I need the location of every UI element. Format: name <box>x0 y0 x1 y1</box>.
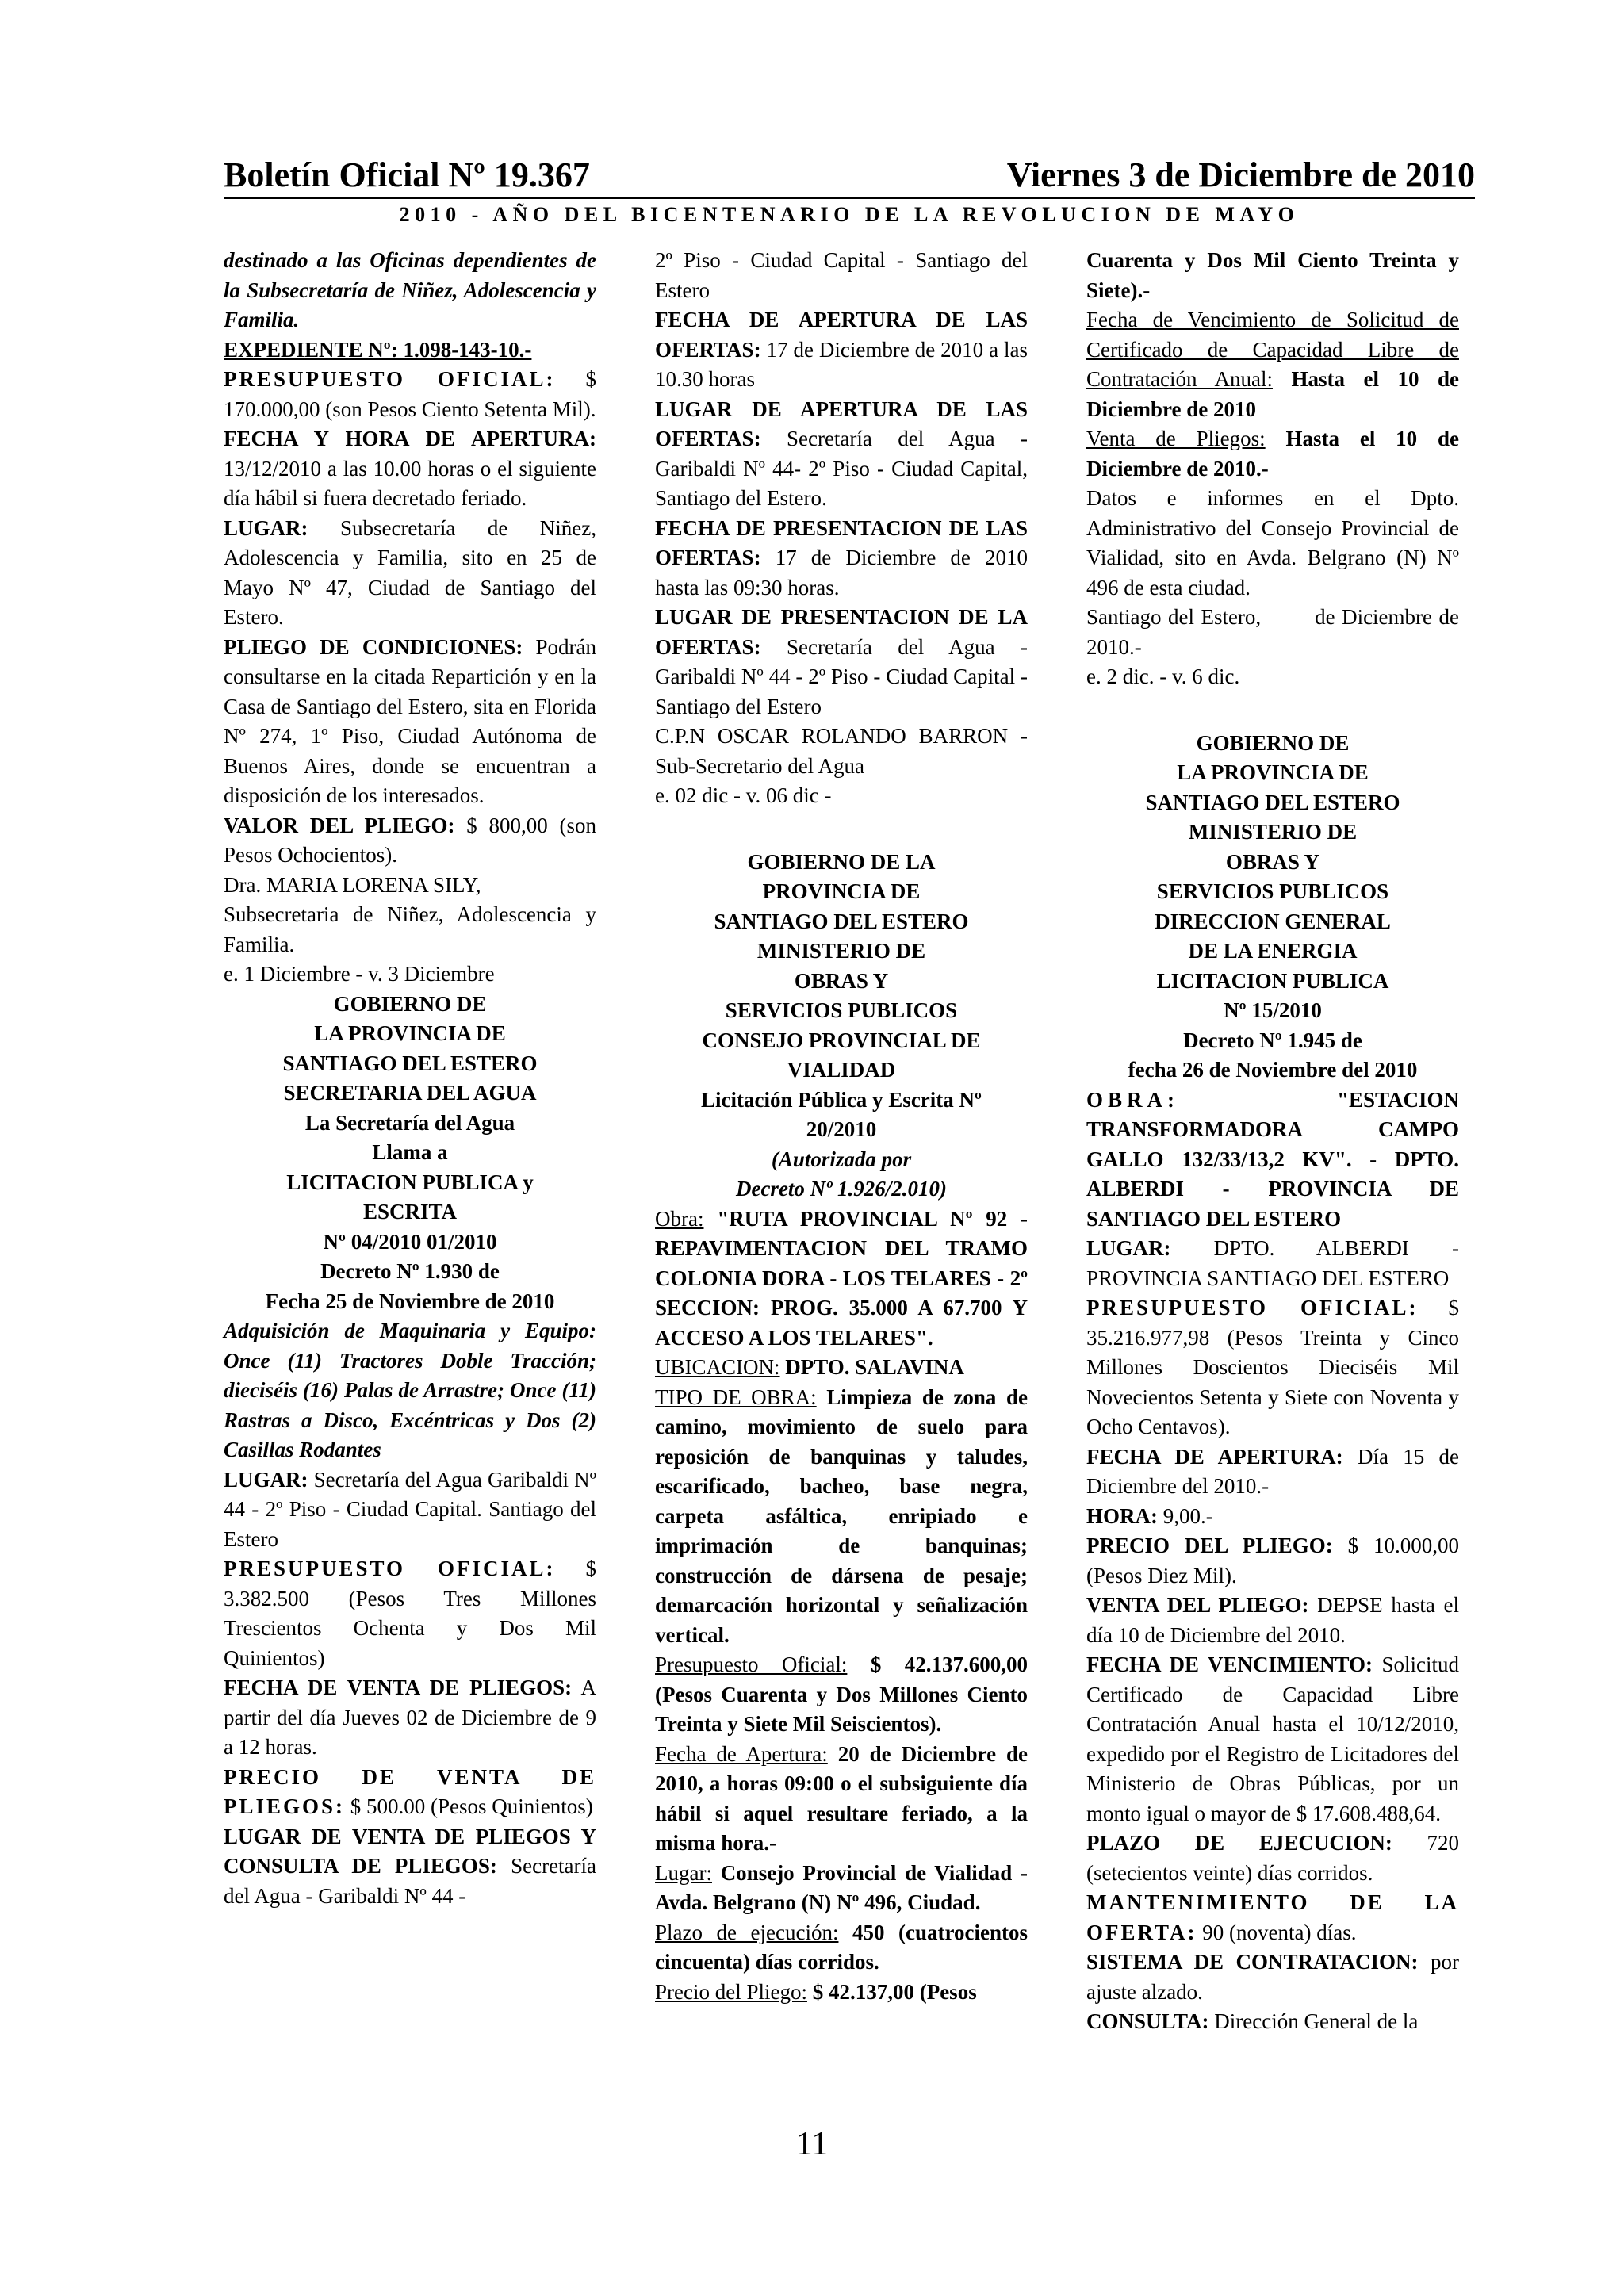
paragraph: Fecha de Vencimiento de Solicitud de Certificado de Capacidad Libre de Contratación Anual: Hasta el 10 de Diciembre de 2010 <box>1086 308 1459 421</box>
paragraph: PRECIO DEL PLIEGO: $ 10.000,00 (Pesos Diez Mil). <box>1086 1534 1460 1587</box>
paragraph: FECHA Y HORA DE APERTURA: 13/12/2010 a las 10.00 horas o el siguiente día hábil si fuera decretado feriado. <box>224 427 596 510</box>
bulletin-number: Boletín Oficial Nº 19.367 <box>224 155 590 194</box>
paragraph: TIPO DE OBRA: Limpieza de zona de camino, movimiento de suelo para reposición de banquinas y taludes, escarificado, bacheo, base negra, carpeta asfáltica, enripiado e imprimación de banquinas; construcción de dársena de pesaje; demarcación horizontal y señalización vertical. <box>655 1384 1028 1647</box>
paragraph: HORA: 9,00.- <box>1086 1503 1213 1528</box>
paragraph: LUGAR DE APERTURA DE LAS OFERTAS: Secretaría del Agua - Garibaldi Nº 44- 2º Piso - Ciudad Capital, Santiago del Estero. <box>655 396 1028 510</box>
paragraph: EXPEDIENTE Nº: 1.098-143-10.- <box>224 337 532 362</box>
page-number: 11 <box>795 2126 829 2162</box>
paragraph: FECHA DE VENCIMIENTO: Solicitud Certificado de Capacidad Libre Contratación Anual hasta el 10/12/2010, expedido por el Registro de Licitadores del Ministerio de Obras Públicas, por un monto igual o mayor de $ 17.608.488,64. <box>1086 1653 1460 1825</box>
paragraph: Precio del Pliego: $ 42.137,00 (Pesos <box>655 1979 977 2004</box>
page-header <box>224 155 1475 231</box>
paragraph: PRESUPUESTO OFICIAL: $ 170.000,00 (son Pesos Ciento Setenta Mil). <box>224 367 596 421</box>
header-subtitle: 2010 - AÑO DEL BICENTENARIO DE LA REVOLUCION DE MAYO <box>399 203 1300 226</box>
paragraph: LUGAR DE VENTA DE PLIEGOS Y CONSULTA DE PLIEGOS: Secretaría del Agua - Garibaldi Nº 44 - <box>224 1824 597 1908</box>
paragraph: FECHA DE VENTA DE PLIEGOS: A partir del día Jueves 02 de Diciembre de 9 a 12 horas. <box>224 1676 596 1759</box>
column-1 <box>224 246 596 1911</box>
paragraph: UBICACION: DPTO. SALAVINA <box>655 1355 964 1379</box>
paragraph: FECHA DE APERTURA DE LAS OFERTAS: 17 de Diciembre de 2010 a las 10.30 horas <box>655 308 1028 391</box>
paragraph: LUGAR DE PRESENTACION DE LA OFERTAS: Secretaría del Agua - Garibaldi Nº 44 - 2º Piso - Ciudad Capital - Santiago del Estero <box>655 605 1028 718</box>
paragraph: Obra: "RUTA PROVINCIAL Nº 92 - REPAVIMENTACION DEL TRAMO COLONIA DORA - LOS TELARES - 2º SECCION: PROG. 35.000 A 67.700 Y ACCESO A LOS TELARES". <box>655 1206 1028 1350</box>
paragraph: Adquisición de Maquinaria y Equipo: Once (11) Tractores Doble Tracción; dieciséis (16) Palas de Arrastre; Once (11) Rastras a Disco, Excéntricas y Dos (2) Casillas Rodantes <box>224 1319 596 1461</box>
place-date: Santiago del Estero, de Diciembre de 2010.- <box>1086 605 1465 659</box>
paragraph: Cuarenta y Dos Mil Ciento Treinta y Siete).- <box>1086 248 1459 302</box>
column-2 <box>655 246 1028 2007</box>
paragraph: VALOR DEL PLIEGO: $ 800,00 (son Pesos Ochocientos). <box>224 813 596 867</box>
paragraph: Plazo de ejecución: 450 (cuatrocientos cincuenta) días corridos. <box>655 1920 1028 1974</box>
spacer <box>655 811 1028 848</box>
paragraph: Fecha de Apertura: 20 de Diciembre de 2010, a horas 09:00 o el subsiguiente día hábil si aquel resultare feriado, a la misma hora.- <box>655 1741 1028 1855</box>
paragraph: CONSULTA: Dirección General de la <box>1086 2009 1419 2033</box>
paragraph: destinado a las Oficinas dependientes de la Subsecretaría de Niñez, Adolescencia y Familia. <box>224 248 596 331</box>
signature-name: Dra. MARIA LORENA SILY, <box>224 872 481 897</box>
paragraph: MANTENIMIENTO DE LA OFERTA: 90 (noventa) días. <box>1086 1890 1459 1944</box>
publication-dates: e. 02 dic - v. 06 dic - <box>655 783 832 807</box>
paragraph: Venta de Pliegos: Hasta el 10 de Diciembre de 2010.- <box>1086 427 1459 481</box>
paragraph: LUGAR: Subsecretaría de Niñez, Adolescencia y Familia, sito en 25 de Mayo Nº 47, Ciudad de Santiago del Estero. <box>224 515 596 629</box>
paragraph: Lugar: Consejo Provincial de Vialidad - Avda. Belgrano (N) Nº 496, Ciudad. <box>655 1860 1028 1914</box>
signature: C.P.N OSCAR ROLANDO BARRON - Sub-Secretario del Agua <box>655 724 1028 778</box>
paragraph: SISTEMA DE CONTRATACION: por ajuste alzado. <box>1086 1950 1460 2004</box>
section-heading: GOBIERNO DE LA PROVINCIA DE SANTIAGO DEL ESTERO MINISTERIO DE OBRAS Y SERVICIOS PUBLICOS DIRECCION GENERAL DE LA ENERGIA LICITACION PUBLICA Nº 15/2010 Decreto Nº 1.945 de fecha 26 de Noviembre del 2010 <box>1128 730 1418 1082</box>
publication-dates: e. 1 Diciembre - v. 3 Diciembre <box>224 962 495 986</box>
paragraph: PRESUPUESTO OFICIAL: $ 3.382.500 (Pesos Tres Millones Trescientos Ochenta y Dos Mil Quinientos) <box>224 1557 596 1670</box>
publication-dates: e. 2 dic. - v. 6 dic. <box>1086 664 1240 688</box>
paragraph: FECHA DE PRESENTACION DE LAS OFERTAS: 17 de Diciembre de 2010 hasta las 09:30 horas. <box>655 515 1028 599</box>
paragraph: OBRA: "ESTACION TRANSFORMADORA CAMPO GALLO 132/33/13,2 KV". - DPTO. ALBERDI - PROVINCIA DE SANTIAGO DEL ESTERO <box>1086 1087 1459 1231</box>
paragraph: Presupuesto Oficial: $ 42.137.600,00 (Pesos Cuarenta y Dos Millones Ciento Treinta y Siete Mil Seiscientos). <box>655 1653 1028 1736</box>
paragraph: PRESUPUESTO OFICIAL: $ 35.216.977,98 (Pesos Treinta y Cinco Millones Doscientos Dieciséis Mil Novecientos Setenta y Siete con Noventa y Ocho Centavos). <box>1086 1296 1459 1438</box>
paragraph: 2º Piso - Ciudad Capital - Santiago del Estero <box>655 248 1028 302</box>
paragraph: PLAZO DE EJECUCION: 720 (setecientos veinte) días corridos. <box>1086 1831 1459 1885</box>
paragraph: LUGAR: Secretaría del Agua Garibaldi Nº 44 - 2º Piso - Ciudad Capital. Santiago del Estero <box>224 1467 596 1551</box>
section-heading: GOBIERNO DE LA PROVINCIA DE SANTIAGO DEL ESTERO SECRETARIA DEL AGUA La Secretaría del Agua Llama a LICITACION PUBLICA y ESCRITA Nº 04/2010 01/2010 Decreto Nº 1.930 de Fecha 25 de Noviembre de 2010 <box>265 991 555 1313</box>
paragraph: VENTA DEL PLIEGO: DEPSE hasta el día 10 de Diciembre del 2010. <box>1086 1593 1460 1647</box>
paragraph: Datos e informes en el Dpto. Administrativo del Consejo Provincial de Vialidad, sito en Avda. Belgrano (N) Nº 496 de esta ciudad. <box>1086 486 1459 599</box>
paragraph: PRECIO DE VENTA DE PLIEGOS: $ 500.00 (Pesos Quinientos) <box>224 1764 596 1818</box>
section-heading: GOBIERNO DE LA PROVINCIA DE SANTIAGO DEL ESTERO MINISTERIO DE OBRAS Y SERVICIOS PUBLICOS CONSEJO PROVINCIAL DE VIALIDAD Licitación Pública y Escrita Nº 20/2010 (Autorizada por Decreto Nº 1.926/2.010) <box>701 849 982 1201</box>
issue-date: Viernes 3 de Diciembre de 2010 <box>1006 155 1475 194</box>
paragraph: LUGAR: DPTO. ALBERDI - PROVINCIA SANTIAGO DEL ESTERO <box>1086 1236 1459 1290</box>
spacer <box>1086 692 1459 729</box>
signature-title: Subsecretaria de Niñez, Adolescencia y Familia. <box>224 902 596 956</box>
paragraph: FECHA DE APERTURA: Día 15 de Diciembre del 2010.- <box>1086 1444 1460 1498</box>
paragraph: PLIEGO DE CONDICIONES: Podrán consultarse en la citada Repartición y en la Casa de Santiago del Estero, sita en Florida Nº 274, 1º Piso, Ciudad Autónoma de Buenos Aires, donde se encuentran a disposición de los interesados. <box>224 634 597 807</box>
column-3 <box>1086 246 1465 2037</box>
